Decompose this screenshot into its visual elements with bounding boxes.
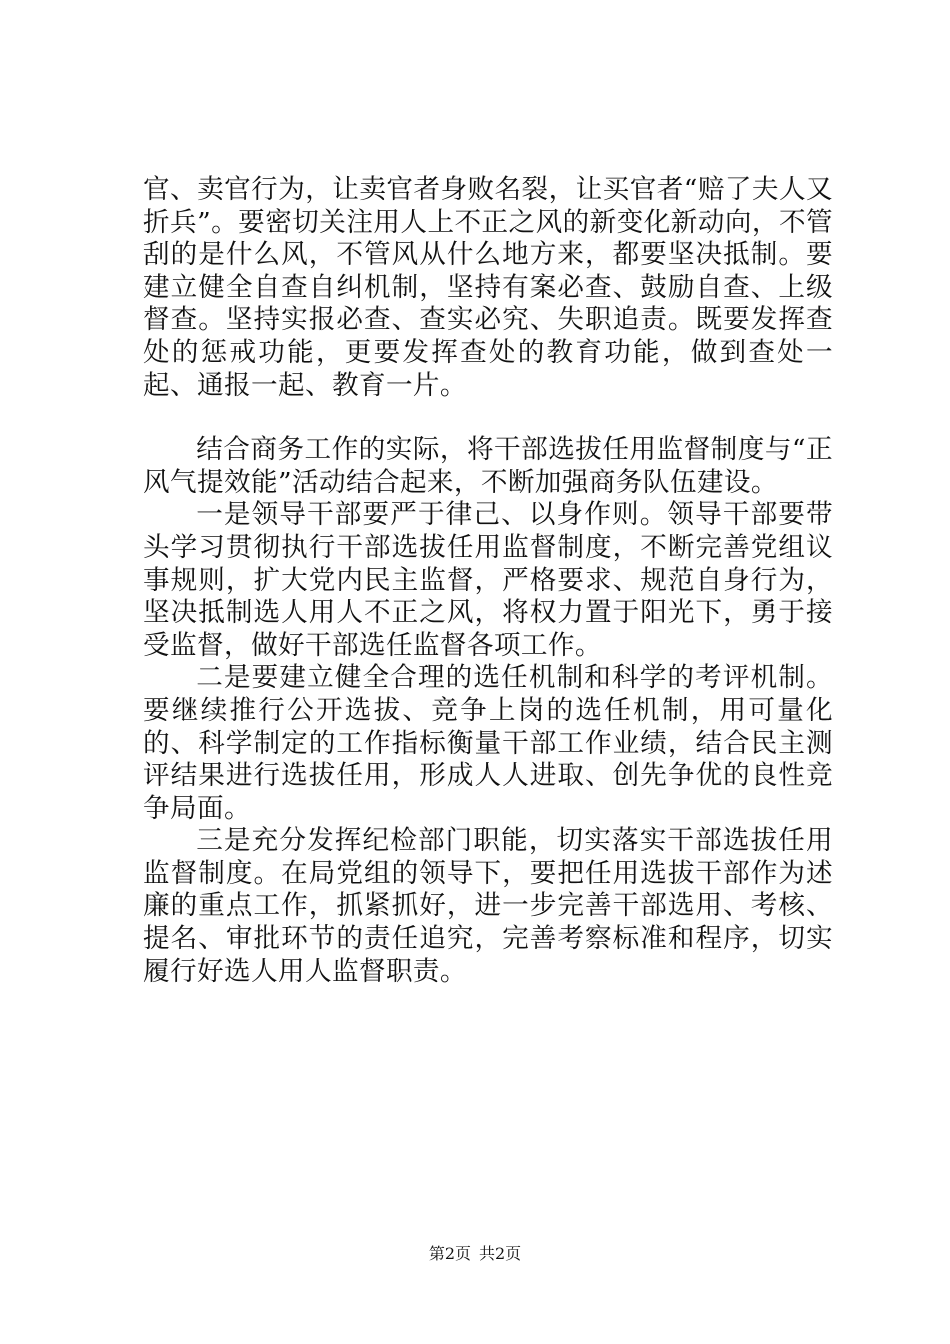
page-footer bbox=[0, 1244, 950, 1264]
paragraph-gap bbox=[143, 402, 833, 434]
paragraph-point-three: 三是充分发挥纪检部门职能，切实落实干部选拔任用监督制度。在局党组的领导下，要把任用选拔干部作为述廉的重点工作，抓紧抓好，进一步完善干部选用、考核、提名、审批环节的责任追究，完善考察标准和程序，切实履行好选人用人监督职责。 bbox=[143, 825, 833, 987]
page-number: 第2页 bbox=[428, 1244, 471, 1263]
paragraph-point-two: 二是要建立健全合理的选任机制和科学的考评机制。要继续推行公开选拔、竞争上岗的选任机制，用可量化的、科学制定的工作指标衡量干部工作业绩，结合民主测评结果进行选拔任用，形成人人进取、创先争优的良性竞争局面。 bbox=[143, 662, 833, 824]
paragraph-continued: 官、卖官行为，让卖官者身败名裂，让买官者“赔了夫人又折兵”。要密切关注用人上不正之风的新变化新动向，不管刮的是什么风，不管风从什么地方来，都要坚决抵制。要建立健全自查自纠机制，坚持有案必查、鼓励自查、上级督查。坚持实报必查、查实必究、失职追责。既要发挥查处的惩戒功能，更要发挥查处的教育功能，做到查处一起、通报一起、教育一片。 bbox=[143, 174, 833, 401]
document-body bbox=[143, 174, 833, 988]
page-total: 共2页 bbox=[479, 1244, 522, 1263]
paragraph-intro: 结合商务工作的实际，将干部选拔任用监督制度与“正风气提效能”活动结合起来，不断加强商务队伍建设。 bbox=[143, 434, 833, 498]
paragraph-point-one: 一是领导干部要严于律己、以身作则。领导干部要带头学习贯彻执行干部选拔任用监督制度，不断完善党组议事规则，扩大党内民主监督，严格要求、规范自身行为，坚决抵制选人用人不正之风，将权力置于阳光下，勇于接受监督，做好干部选任监督各项工作。 bbox=[143, 499, 833, 661]
